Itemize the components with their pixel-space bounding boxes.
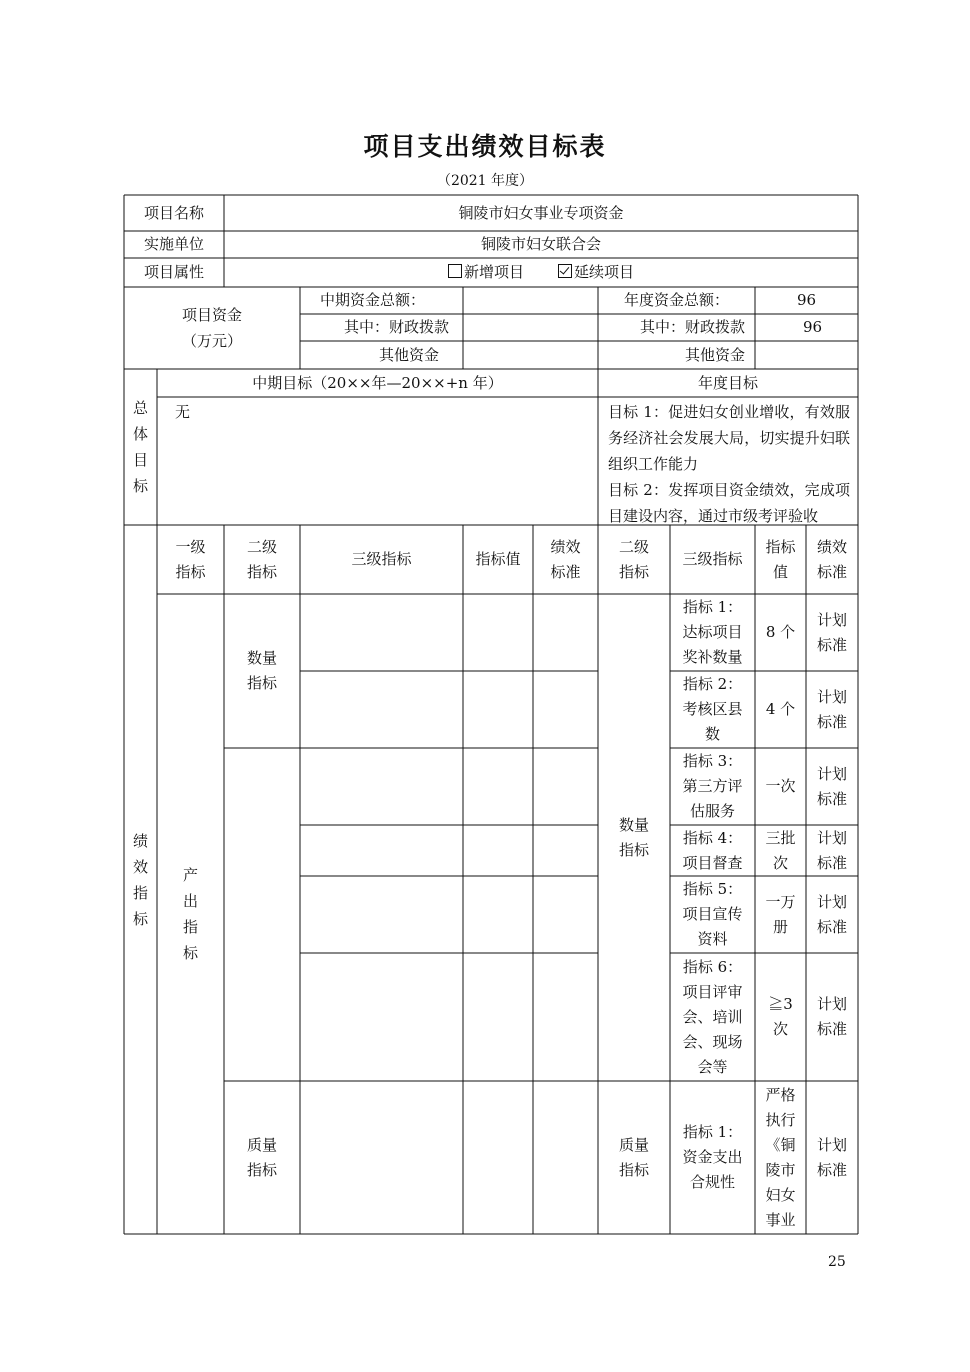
indicator-row-6-standard: 计划标准 <box>816 995 847 1038</box>
indicator-row-2-name: 指标 2：考核区县数 <box>682 675 743 743</box>
indicator-row-4-standard: 计划标准 <box>816 828 847 872</box>
header-level3: 三级指标 <box>351 550 412 568</box>
checkbox-continue[interactable] <box>558 260 634 285</box>
attr-new-label: 新增项目 <box>463 263 524 281</box>
indicator-row-3-standard: 计划标准 <box>816 764 847 808</box>
year-label: （2021 年度） <box>436 173 534 189</box>
quality-indicator-label: 质量指标 <box>246 1135 277 1179</box>
project-name-label: 项目名称 <box>143 203 204 222</box>
mid-total-label: 中期资金总额： <box>320 291 426 309</box>
page-title: 项目支出绩效目标表 <box>363 132 607 161</box>
attr-label: 项目属性 <box>143 263 204 281</box>
annual-target-header: 年度目标 <box>697 373 758 392</box>
annual-target-2: 目标 2：发挥项目资金绩效，完成项目建设内容，通过市级考评验收 <box>608 481 850 525</box>
header-annual-level2: 二级指标 <box>618 537 649 581</box>
annual-total-label: 年度资金总额： <box>623 291 729 309</box>
indicator-row-1-name: 指标 1：达标项目奖补数量 <box>682 598 743 666</box>
annual-quality-label: 质量指标 <box>618 1135 649 1179</box>
annual-total-value: 96 <box>796 291 817 309</box>
header-level2: 二级指标 <box>246 537 277 581</box>
unit-value: 铜陵市妇女联合会 <box>480 235 601 253</box>
indicator-row-7-name: 指标 1：资金支出合规性 <box>682 1123 743 1191</box>
checkbox-new[interactable] <box>448 260 524 285</box>
indicator-row-4-name: 指标 4：项目督查 <box>682 828 743 872</box>
checkbox-checked-icon <box>558 264 572 278</box>
indicator-row-5-value: 一万册 <box>765 892 796 936</box>
output-indicator-label: 产 出 指 标 <box>182 866 198 962</box>
indicator-row-4-value: 三批次 <box>765 828 796 872</box>
checkbox-empty-icon <box>448 264 462 278</box>
indicator-row-5-standard: 计划标准 <box>816 892 847 936</box>
annual-target-1: 目标 1：促进妇女创业增收，有效服务经济社会发展大局，切实提升妇联组织工作能力 <box>608 403 850 473</box>
mid-target-text: 无 <box>175 403 191 421</box>
indicator-row-7-standard: 计划标准 <box>816 1135 847 1179</box>
indicator-row-6-value: ≧3 次 <box>768 995 793 1038</box>
indicator-row-7-value: 严格执行《铜陵市妇女事业 <box>765 1085 796 1229</box>
quantity-indicator-label: 数量指标 <box>246 649 277 692</box>
header-annual-value: 指标值 <box>765 537 796 581</box>
indicator-row-6-name: 指标 6：项目评审会、培训会、现场会等 <box>682 957 743 1076</box>
annual-target-text <box>598 397 858 525</box>
annual-other-label: 其他资金 <box>684 345 745 364</box>
indicator-row-2-value: 4 个 <box>765 700 796 718</box>
mid-other-label: 其他资金 <box>378 345 439 364</box>
header-level1: 一级指标 <box>175 537 206 581</box>
project-name-value: 铜陵市妇女事业专项资金 <box>458 203 624 222</box>
funds-label-line2: （万元） <box>181 332 242 350</box>
mid-fiscal-label: 其中：财政拨款 <box>343 318 449 336</box>
attr-continue-label: 延续项目 <box>574 263 635 281</box>
project-attributes <box>224 258 858 287</box>
indicator-row-1-value: 8 个 <box>765 623 796 641</box>
indicator-row-5-name: 指标 5：项目宣传资料 <box>682 880 743 948</box>
unit-label: 实施单位 <box>143 235 204 253</box>
overall-target-label: 总 体 目 标 <box>132 399 148 495</box>
header-value: 指标值 <box>475 550 521 568</box>
header-annual-level3: 三级指标 <box>682 550 743 568</box>
annual-fiscal-value: 96 <box>802 318 823 336</box>
header-standard: 绩效标准 <box>550 537 581 581</box>
page-number: 25 <box>828 1254 846 1270</box>
annual-fiscal-label: 其中：财政拨款 <box>639 318 745 336</box>
funds-label-line1: 项目资金 <box>181 306 242 324</box>
indicator-row-3-value: 一次 <box>765 777 796 795</box>
funds-label <box>124 287 300 369</box>
annual-quantity-label: 数量指标 <box>618 815 649 859</box>
indicator-row-1-standard: 计划标准 <box>816 610 847 654</box>
indicator-row-2-standard: 计划标准 <box>816 687 847 731</box>
header-annual-standard: 绩效标准 <box>816 537 847 581</box>
indicator-row-3-name: 指标 3：第三方评估服务 <box>682 752 743 820</box>
mid-target-header: 中期目标（20××年—20××+n 年） <box>252 373 503 392</box>
indicators-label: 绩 效 指 标 <box>132 831 148 928</box>
